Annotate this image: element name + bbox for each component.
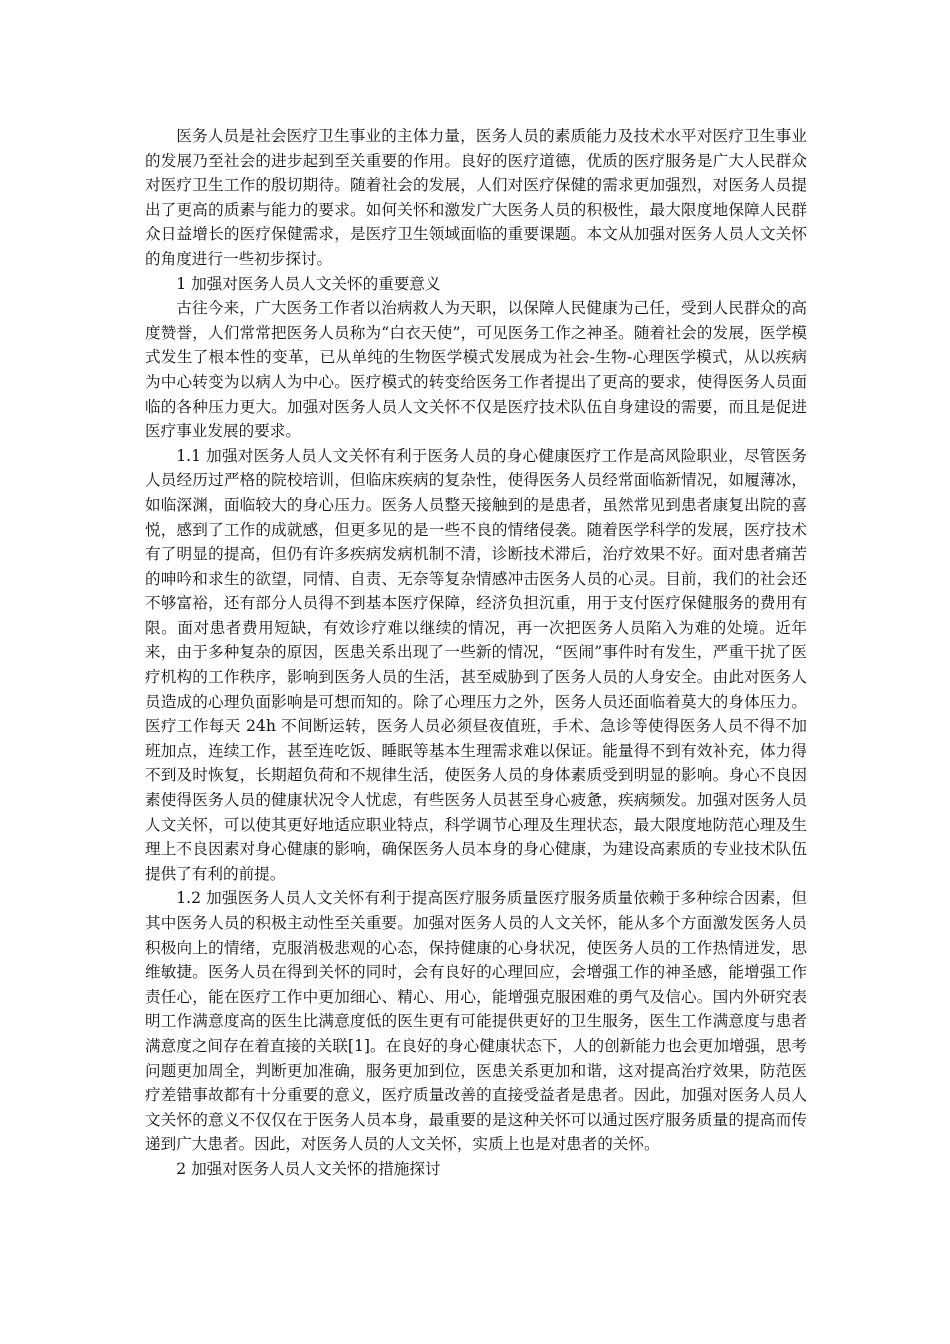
subsection-1-2-paragraph: 1.2 加强医务人员人文关怀有利于提高医疗服务质量医疗服务质量依赖于多种综合因素，但其中医务人员的积极主动性至关重要。加强对医务人员的人文关怀，能从多个方面激发医务人员积极向上的情绪，克服消极悲观的心态，保持健康的心身状况，使医务人员的工作热情迸发，思维敏捷。医务人员在得到关怀的同时，会有良好的心理回应，会增强工作的神圣感，能增强工作责任心，能在医疗工作中更加细心、精心、用心，能增强克服困难的勇气及信心。国内外研究表明工作满意度高的医生比满意度低的医生更有可能提供更好的卫生服务，医生工作满意度与患者满意度之间存在着直接的关联[1]。在良好的身心健康状态下，人的创新能力也会更加增强，思考问题更加周全，判断更加准确，服务更加到位，医患关系更加和谐，这对提高治疗效果，防范医疗差错事故都有十分重要的意义，医疗质量改善的直接受益者是患者。因此，加强对医务人员人文关怀的意义不仅仅在于医务人员本身，最重要的是这种关怀可以通过医疗服务质量的提高而传递到广大患者。因此，对医务人员的人文关怀，实质上也是对患者的关怀。 <box>145 889 807 1154</box>
document-body <box>145 124 807 1182</box>
section-heading-2: 2 加强对医务人员人文关怀的措施探讨 <box>176 1159 441 1178</box>
subsection-1-1-paragraph: 1.1 加强对医务人员人文关怀有利于医务人员的身心健康医疗工作是高风险职业，尽管医务人员经历过严格的院校培训，但临床疾病的复杂性，使得医务人员经常面临新情况，如履薄冰，如临深渊，面临较大的身心压力。医务人员整天接触到的是患者，虽然常见到患者康复出院的喜悦，感到了工作的成就感，但更多见的是一些不良的情绪侵袭。随着医学科学的发展，医疗技术有了明显的提高，但仍有许多疾病发病机制不清，诊断技术滞后，治疗效果不好。面对患者痛苦的呻吟和求生的欲望，同情、自责、无奈等复杂情感冲击医务人员的心灵。目前，我们的社会还不够富裕，还有部分人员得不到基本医疗保障，经济负担沉重，用于支付医疗保健服务的费用有限。面对患者费用短缺，有效诊疗难以继续的情况，再一次把医务人员陷入为难的处境。近年来，由于多种复杂的原因，医患关系出现了一些新的情况，“医闹”事件时有发生，严重干扰了医疗机构的工作秩序，影响到医务人员的生活，甚至威胁到了医务人员的人身安全。由此对医务人员造成的心理负面影响是可想而知的。除了心理压力之外，医务人员还面临着莫大的身体压力。医疗工作每天 24h 不间断运转，医务人员必须昼夜值班，手术、急诊等使得医务人员不得不加班加点，连续工作，甚至连吃饭、睡眠等基本生理需求难以保证。能量得不到有效补充，体力得不到及时恢复，长期超负荷和不规律生活，使医务人员的身体素质受到明显的影响。身心不良因素使得医务人员的健康状况令人忧虑，有些医务人员甚至身心疲惫，疾病频发。加强对医务人员人文关怀，可以使其更好地适应职业特点，科学调节心理及生理状态，最大限度地防范心理及生理上不良因素对身心健康的影响，确保医务人员本身的身心健康，为建设高素质的专业技术队伍提供了有利的前提。 <box>145 446 807 883</box>
section-heading-1: 1 加强对医务人员人文关怀的重要意义 <box>176 274 441 293</box>
intro-paragraph: 医务人员是社会医疗卫生事业的主体力量，医务人员的素质能力及技术水平对医疗卫生事业的发展乃至社会的进步起到至关重要的作用。良好的医疗道德，优质的医疗服务是广大人民群众对医疗卫生工作的殷切期待。随着社会的发展，人们对医疗保健的需求更加强烈，对医务人员提出了更高的质素与能力的要求。如何关怀和激发广大医务人员的积极性，最大限度地保障人民群众日益增长的医疗保健需求，是医疗卫生领域面临的重要课题。本文从加强对医务人员人文关怀的角度进行一些初步探讨。 <box>145 127 807 268</box>
section-1-paragraph: 古往今来，广大医务工作者以治病救人为天职，以保障人民健康为己任，受到人民群众的高度赞誉，人们常常把医务人员称为“白衣天使”，可见医务工作之神圣。随着社会的发展，医学模式发生了根本性的变革，已从单纯的生物医学模式发展成为社会-生物-心理医学模式，从以疾病为中心转变为以病人为中心。医疗模式的转变给医务工作者提出了更高的要求，使得医务人员面临的各种压力更大。加强对医务人员人文关怀不仅是医疗技术队伍自身建设的需要，而且是促进医疗事业发展的要求。 <box>145 299 807 441</box>
